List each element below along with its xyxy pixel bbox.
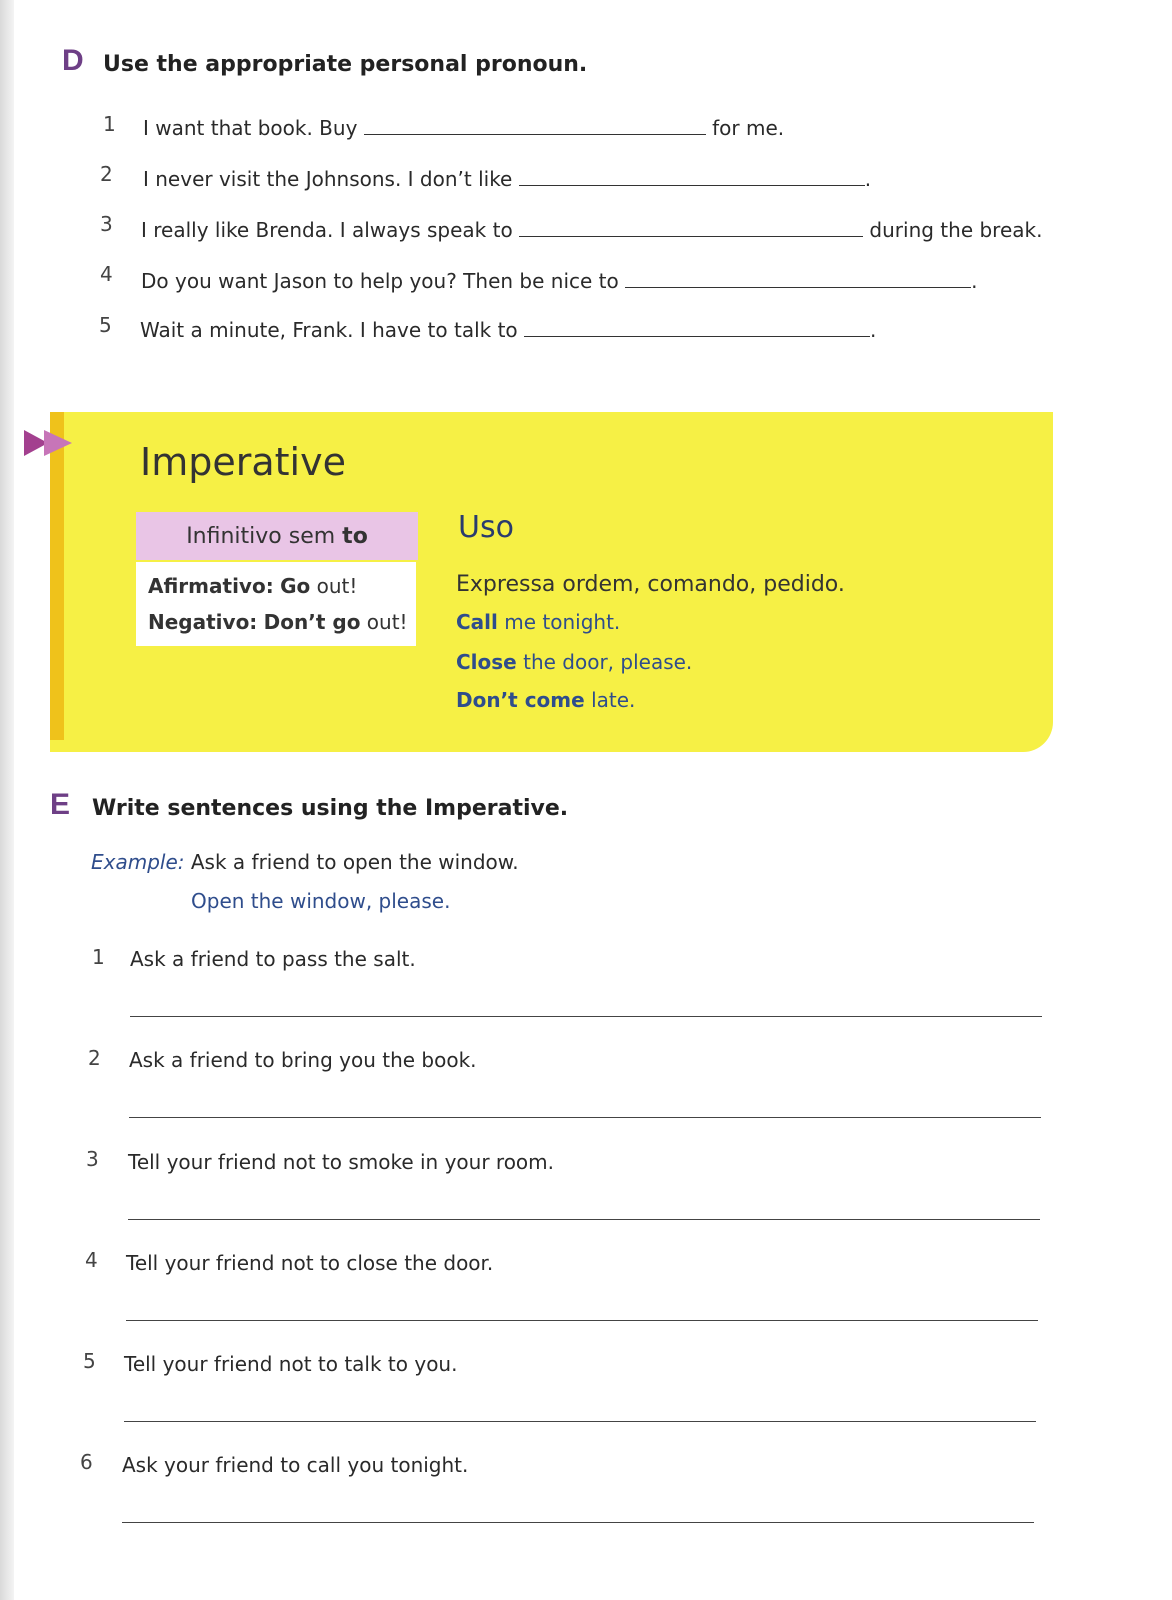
table-body (136, 562, 416, 646)
answer-blank[interactable] (519, 216, 863, 237)
section-e-letter: E (50, 788, 71, 821)
item-text-after: during the break. (869, 218, 1043, 242)
item-text: Ask a friend to pass the salt. (130, 947, 416, 971)
affirmative-label: Afirmativo: (148, 574, 274, 598)
item-text: Tell your friend not to smoke in your room. (128, 1150, 555, 1174)
item-text: I want that book. Buy (143, 116, 358, 140)
negative-label: Negativo: (148, 610, 258, 634)
negative-row (148, 610, 408, 634)
uso-description: Expressa ordem, comando, pedido. (456, 572, 845, 597)
example-prompt (91, 850, 519, 874)
item-text: Wait a minute, Frank. I have to talk to (140, 318, 518, 342)
example-answer: Open the window, please. (191, 889, 451, 913)
section-d-title: Use the appropriate personal pronoun. (103, 52, 588, 77)
example-label: Example: (91, 850, 185, 874)
negative-verb: Don’t go (263, 610, 361, 634)
item-number: 6 (80, 1450, 93, 1474)
item-number: 3 (86, 1147, 99, 1171)
uso-example: Call me tonight. (456, 610, 621, 634)
item-text: Tell your friend not to close the door. (126, 1251, 494, 1275)
answer-blank[interactable] (524, 316, 870, 337)
uso-example: Close the door, please. (456, 650, 693, 674)
item-number: 4 (100, 262, 113, 286)
negative-rest: out! (366, 610, 408, 634)
example-prompt-text: Ask a friend to open the window. (190, 850, 519, 874)
item-text: I never visit the Johnsons. I don’t like (143, 167, 513, 191)
page-edge-shadow (0, 0, 14, 1600)
item-text-after: . (870, 318, 877, 342)
answer-blank[interactable] (364, 114, 706, 135)
item-text: Tell your friend not to talk to you. (124, 1352, 458, 1376)
item-number: 4 (85, 1248, 98, 1272)
item-number: 2 (88, 1046, 101, 1070)
answer-line[interactable] (124, 1421, 1036, 1422)
item-number: 5 (83, 1349, 96, 1373)
affirmative-verb: Go (280, 574, 311, 598)
imperative-title: Imperative (140, 440, 346, 484)
item-text-after: . (864, 167, 872, 191)
uso-title: Uso (458, 510, 514, 545)
table-header-text: Infinitivo sem (186, 523, 336, 549)
answer-blank[interactable] (519, 165, 865, 186)
table-header (136, 512, 418, 560)
double-arrow-icon (24, 426, 76, 460)
answer-line[interactable] (130, 1016, 1042, 1017)
section-e-title: Write sentences using the Imperative. (92, 796, 569, 821)
uso-example: Don’t come late. (456, 688, 636, 712)
table-header-bold: to (342, 523, 368, 549)
item-text: Ask your friend to call you tonight. (122, 1453, 469, 1477)
affirmative-row (148, 574, 357, 598)
affirmative-rest: out! (316, 574, 358, 598)
answer-line[interactable] (122, 1522, 1034, 1523)
answer-line[interactable] (128, 1219, 1040, 1220)
section-d-letter: D (62, 44, 84, 77)
item-number: 3 (100, 212, 113, 236)
item-text: Ask a friend to bring you the book. (129, 1048, 477, 1072)
answer-blank[interactable] (625, 267, 971, 288)
item-number: 2 (100, 162, 113, 186)
item-number: 1 (92, 945, 105, 969)
item-number: 5 (99, 313, 112, 337)
item-text: Do you want Jason to help you? Then be nice to (141, 269, 619, 293)
imperative-side-bar (50, 412, 64, 740)
answer-line[interactable] (129, 1117, 1041, 1118)
item-text-after: . (971, 269, 978, 293)
item-text-after: for me. (712, 116, 785, 140)
item-number: 1 (103, 112, 116, 136)
answer-line[interactable] (126, 1320, 1038, 1321)
item-text: I really like Brenda. I always speak to (141, 218, 513, 242)
